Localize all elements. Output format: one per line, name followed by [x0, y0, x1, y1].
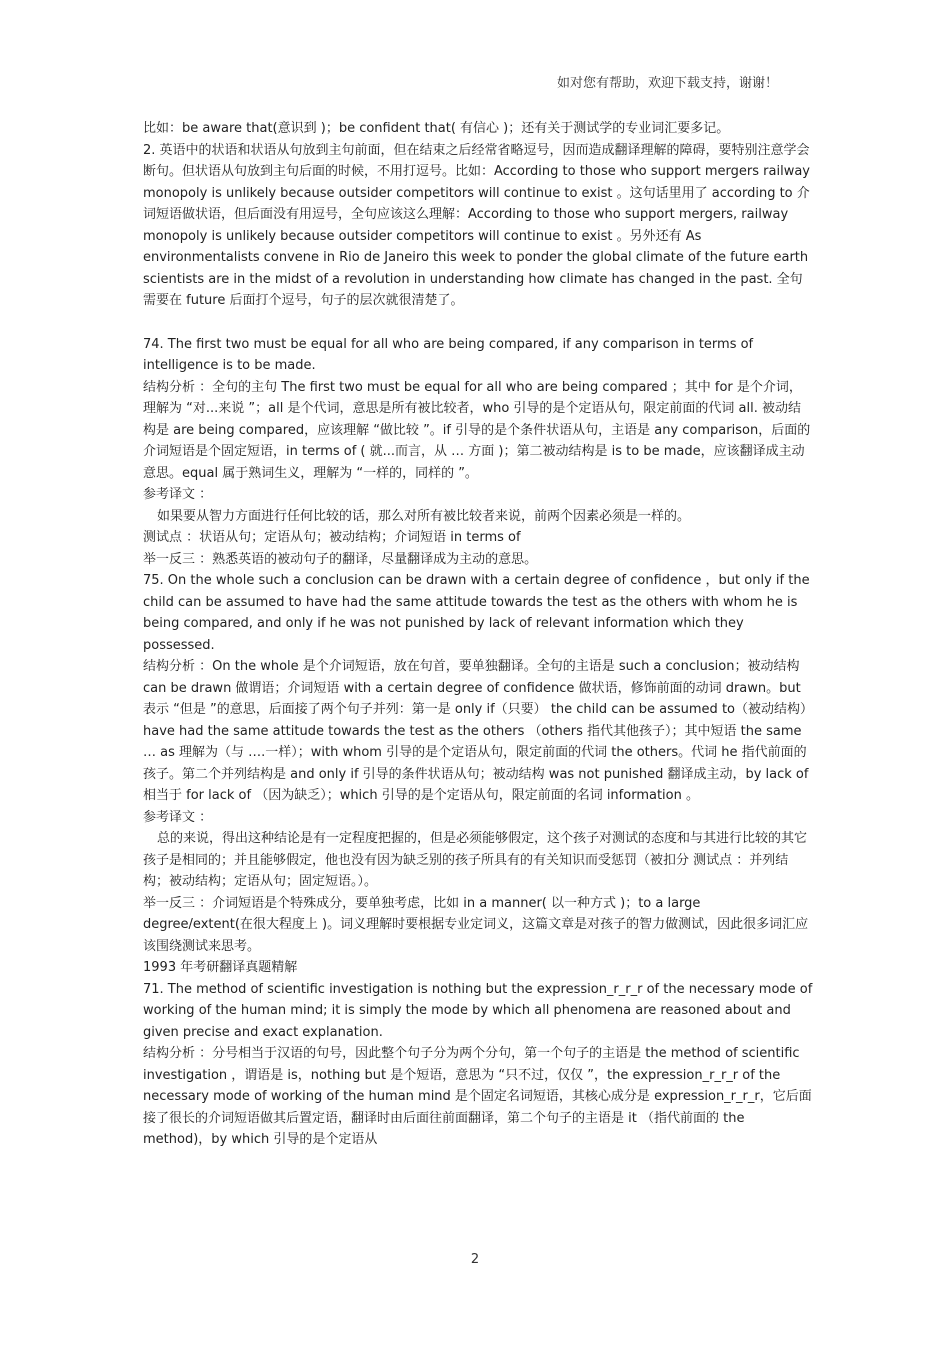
page-number: 2: [470, 1252, 480, 1267]
document-body: [143, 118, 813, 1151]
structure-analysis-74: 结构分析 ：全句的主句 The first two must be equal for all who are being compared ；其中 for 是个介词，理解为 “对...来说 ”；all 是个代词，意思是所有被比较者，who 引导的是个定语从句，限定前面的代词 all. 被动结构是 are being compared，应该理解 “做比较 ”。if 引导的是个条件状语从句，主语是 any comparison，后面的介词短语是个固定短语，in terms of ( 就...而言，从 … 方面 )；第二被动结构是 is to be made，应该翻译成主动意思。equal 属于熟词生义，理解为 “一样的，同样的 ”。: [143, 379, 811, 481]
structure-analysis-75: 结构分析 ：On the whole 是个介词短语，放在句首，要单独翻译。全句的主语是 such a conclusion；被动结构 can be drawn 做谓语；介词短语 with a certain degree of confidence 做状语，修饰前面的动词 drawn。but 表示 “但是 ”的意思，后面接了两个句子并列：第一是 only if（只要） the child can be assumed to（被动结构） have had the same attitude towards the test as the others （others 指代其他孩子）；其中短语 the same … as 理解为（与 ….一样）；with whom 引导的是个定语从句，限定前面的代词 the others。代词 he 指代前面的孩子。第二个并列结构是 and only if 引导的条件状语从句；被动结构 was not punished 翻译成主动，by lack of 相当于 for lack of （因为缺乏）；which 引导的是个定语从句，限定前面的名词 information 。: [143, 659, 813, 803]
extension-74: 举一反三 ：熟悉英语的被动句子的翻译，尽量翻译成为主动的意思。: [143, 551, 538, 567]
reference-translation-label-75: 参考译文 ：: [143, 809, 213, 825]
question-74: 74. The first two must be equal for all who are being compared, if any comparison in terms of intelligence is to be made.: [143, 336, 754, 373]
extension-75: 举一反三 ：介词短语是个特殊成分，要单独考虑，比如 in a manner( 以一种方式 )；to a large degree/extent(在很大程度上 )。词义理解时要根据专业定词义，这篇文章是对孩子的智力做测试，因此很多词汇应该围绕测试来思考。: [143, 895, 809, 954]
section-title-1993: 1993 年考研翻译真题精解: [143, 960, 298, 975]
reference-translation-75: 总的来说，得出这种结论是有一定程度把握的，但是必须能够假定，这个孩子对测试的态度和与其进行比较的其它孩子是相同的；并且能够假定，他也没有因为缺乏别的孩子所具有的有关知识而受惩罚（被扣分 测试点 ：并列结构；被动结构；定语从句；固定短语。）。: [143, 831, 808, 889]
question-75: 75. On the whole such a conclusion can be drawn with a certain degree of confidence ，but only if the child can be assumed to have had the same attitude towards the test as the others with whom he is being compared, and only if he was not punished by lack of relevant information which they possessed.: [143, 573, 810, 653]
reference-translation-74: 如果要从智力方面进行任何比较的话，那么对所有被比较者来说，前两个因素必须是一样的。: [157, 508, 691, 524]
paragraph-examples: 比如：be aware that(意识到 )；be confident that( 有信心 )；还有关于测试学的专业词汇要多记。: [143, 121, 730, 136]
paragraph-gap: [143, 312, 813, 334]
page-header: 如对您有帮助，欢迎下载支持，谢谢！: [556, 76, 778, 91]
test-points-74: 测试点 ：状语从句；定语从句；被动结构；介词短语 in terms of: [143, 530, 521, 545]
reference-translation-label-74: 参考译文 ：: [143, 487, 213, 502]
structure-analysis-71: 结构分析 ：分号相当于汉语的句号，因此整个句子分为两个分句，第一个句子的主语是 the method of scientific investigation ，谓语是 is，nothing but 是个短语，意思为 “只不过，仅仅 ”，the expression_r_r_r of the necessary mode of working of the human mind 是个固定名词短语，其核心成分是 expression_r_r_r，它后面接了很长的介词短语做其后置定语，翻译时由后面往前面翻译，第二个句子的主语是 it （指代前面的 the method)，by which 引导的是个定语从: [143, 1046, 812, 1147]
paragraph-point-2: 2. 英语中的状语和状语从句放到主句前面，但在结束之后经常省略逗号，因而造成翻译理解的障碍，要特别注意学会断句。但状语从句放到主句后面的时候，不用打逗号。比如：According to those who support mergers railway monopoly is unlikely because outsider competitors will continue to exist 。这句话里用了 according to 介词短语做状语，但后面没有用逗号，全句应该这么理解：According to those who support mergers, railway monopoly is unlikely because outsider competitors will continue to exist 。另外还有 As environmentalists convene in Rio de Janeiro this week to ponder the global climate of the future earth scientists are in the midst of a revolution in understanding how climate has changed in the past. 全句需要在 future 后面打个逗号，句子的层次就很清楚了。: [143, 142, 810, 308]
question-71: 71. The method of scientific investigation is nothing but the expression_r_r_r of the necessary mode of working of the human mind; it is simply the mode by which all phenomena are reasoned about and given precise and exact explanation.: [143, 981, 813, 1040]
